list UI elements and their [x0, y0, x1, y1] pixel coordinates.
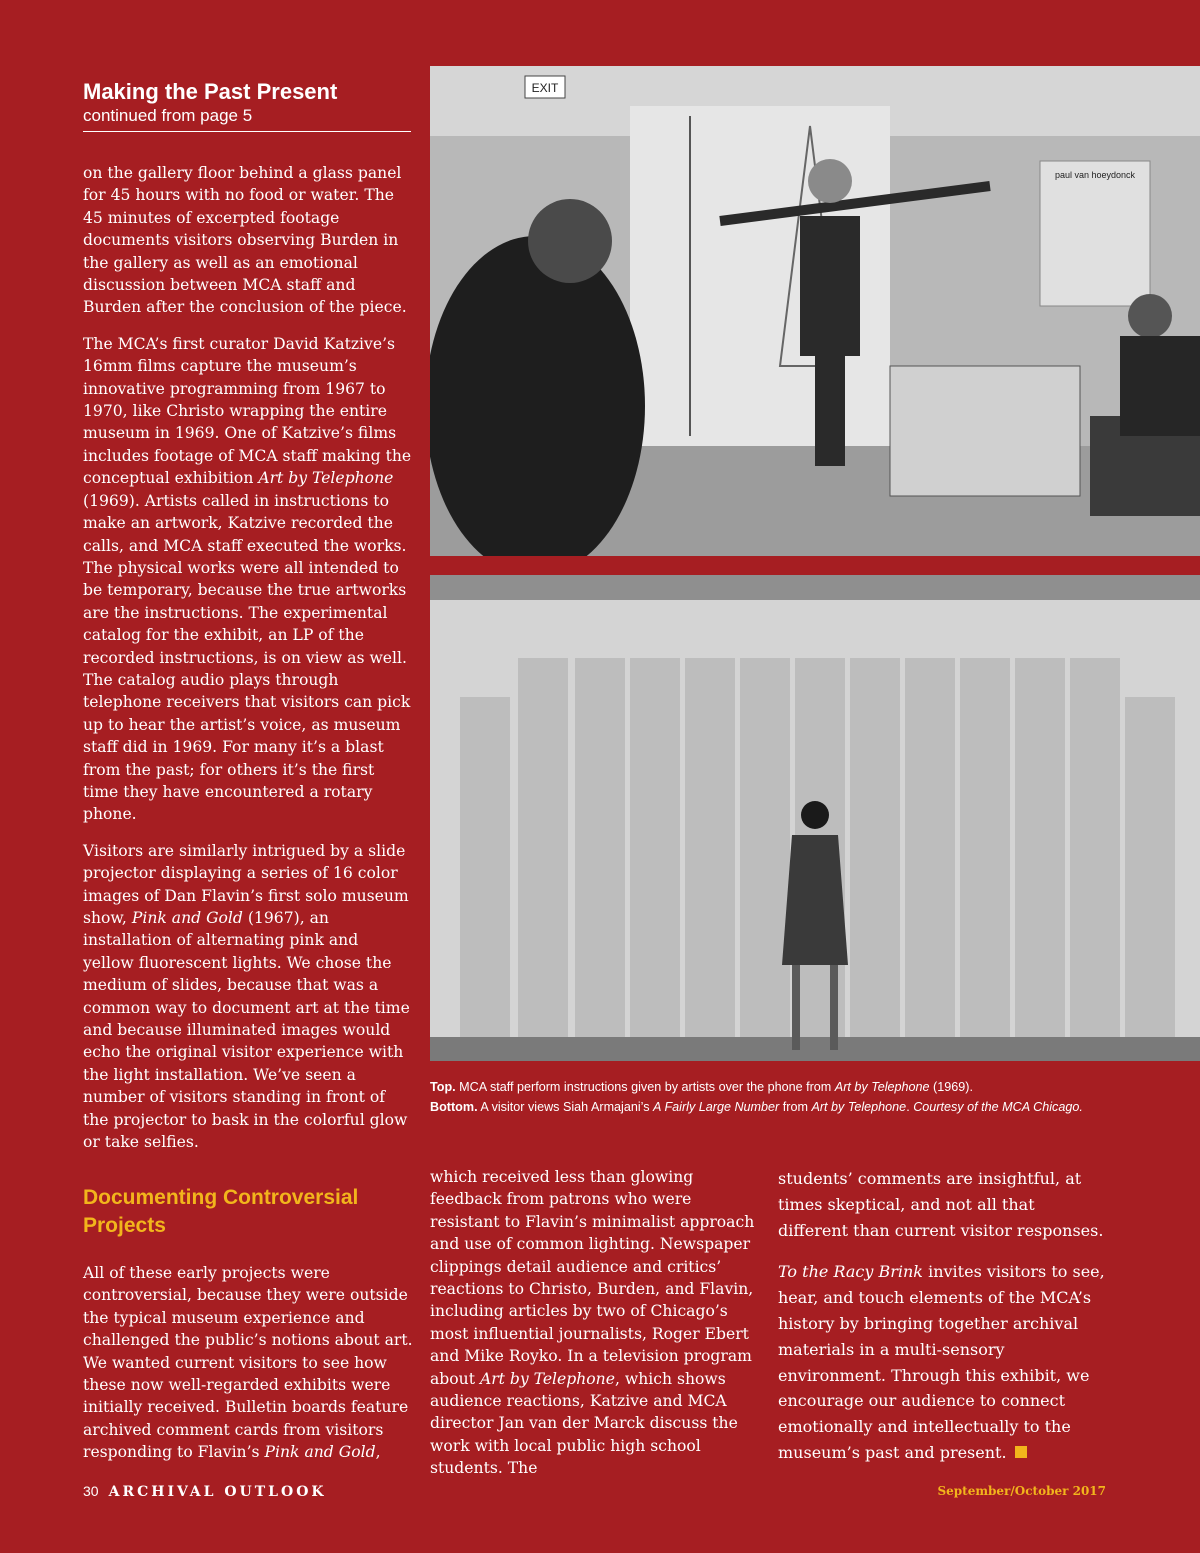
paragraph: All of these early projects were controversial, because they were outside the typical museum experience and challenged the public’s notions about art. We wanted current visitors to see how these now well-regarded exhibits were initially received. Bulletin boards feature archived comment cards from visitors responding to Flavin’s Pink and Gold,	[83, 1264, 413, 1462]
paragraph: students’ comments are insightful, at times skeptical, and not all that different than current visitor responses.	[778, 1169, 1104, 1240]
article-header	[83, 79, 411, 132]
column-3	[778, 1166, 1108, 1482]
footer-publication	[83, 1481, 327, 1502]
page-number: 30	[83, 1483, 99, 1499]
poster-text: paul van hoeydonck	[1054, 170, 1136, 180]
continued-note: continued from page 5	[83, 106, 253, 125]
paragraph: on the gallery floor behind a glass panel for 45 hours with no food or water. The 45 minutes of excerpted footage documents visitors observing Burden in the gallery as well as an emotional discussion between MCA staff and Burden after the conclusion of the piece.	[83, 164, 407, 317]
publication-name: ARCHIVAL OUTLOOK	[108, 1484, 327, 1500]
exit-sign: EXIT	[531, 81, 559, 95]
column-2	[430, 1166, 760, 1494]
section-heading: Documenting Controversial Projects	[83, 1186, 359, 1237]
footer-issue-date: September/October 2017	[937, 1484, 1106, 1498]
photo-caption	[430, 1077, 1170, 1117]
photo-fairly-large-number	[430, 575, 1200, 1061]
photo-illustration	[430, 66, 1200, 556]
photo-art-by-telephone-staff	[430, 66, 1200, 556]
article-title: Making the Past Present	[83, 79, 338, 104]
photo-illustration	[430, 575, 1200, 1061]
paragraph: To the Racy Brink invites visitors to see, hear, and touch elements of the MCA’s history by bringing together archival materials in a multi-sensory environment. Through this exhibit, we encourage our audience to connect emotionally and intellectually to the museum’s past and present.	[778, 1262, 1105, 1462]
caption-top: Top. MCA staff perform instructions given by artists over the phone from Art by Telephone (1969).	[430, 1080, 973, 1094]
paragraph: The MCA’s first curator David Katzive’s 16mm films capture the museum’s innovative programming from 1967 to 1970, like Christo wrapping the entire museum in 1969. One of Katzive’s films includes footage of MCA staff making the conceptual exhibition Art by Telephone (1969). Artists called in instructions to make an artwork, Katzive recorded the calls, and MCA staff executed the works. The physical works were all intended to be temporary, because the true artworks are the instructions. The experimental catalog for the exhibit, an LP of the recorded instructions, is on view as well. The catalog audio plays through telephone receivers that visitors can pick up to hear the artist’s voice, as museum staff did in 1969. For many it’s a blast from the past; for others it’s the first time they have encountered a rotary phone.	[83, 334, 412, 824]
column-1	[83, 162, 413, 1167]
caption-bottom: Bottom. A visitor views Siah Armajani’s A Fairly Large Number from Art by Telephone. Courtesy of the MCA Chicago.	[430, 1100, 1083, 1114]
paragraph: which received less than glowing feedback from patrons who were resistant to Flavin’s minimalist approach and use of common lighting. Newspaper clippings detail audience and critics’ reactions to Christo, Burden, and Flavin, including articles by two of Chicago’s most influential journalists, Roger Ebert and Mike Royko. In a television program about Art by Telephone, which shows audience reactions, Katzive and MCA director Jan van der Marck discuss the work with local public high school students. The	[430, 1168, 755, 1478]
column-1-continued	[83, 1262, 413, 1478]
paragraph: Visitors are similarly intrigued by a slide projector displaying a series of 16 color images of Dan Flavin’s first solo museum show, Pink and Gold (1967), an installation of alternating pink and yellow fluorescent lights. We chose the medium of slides, because that was a common way to document art at the time and because illuminated images would echo the original visitor experience with the light installation. We’ve seen a number of visitors standing in front of the projector to bask in the colorful glow or take selfies.	[83, 841, 410, 1152]
end-mark-icon	[1015, 1446, 1027, 1458]
